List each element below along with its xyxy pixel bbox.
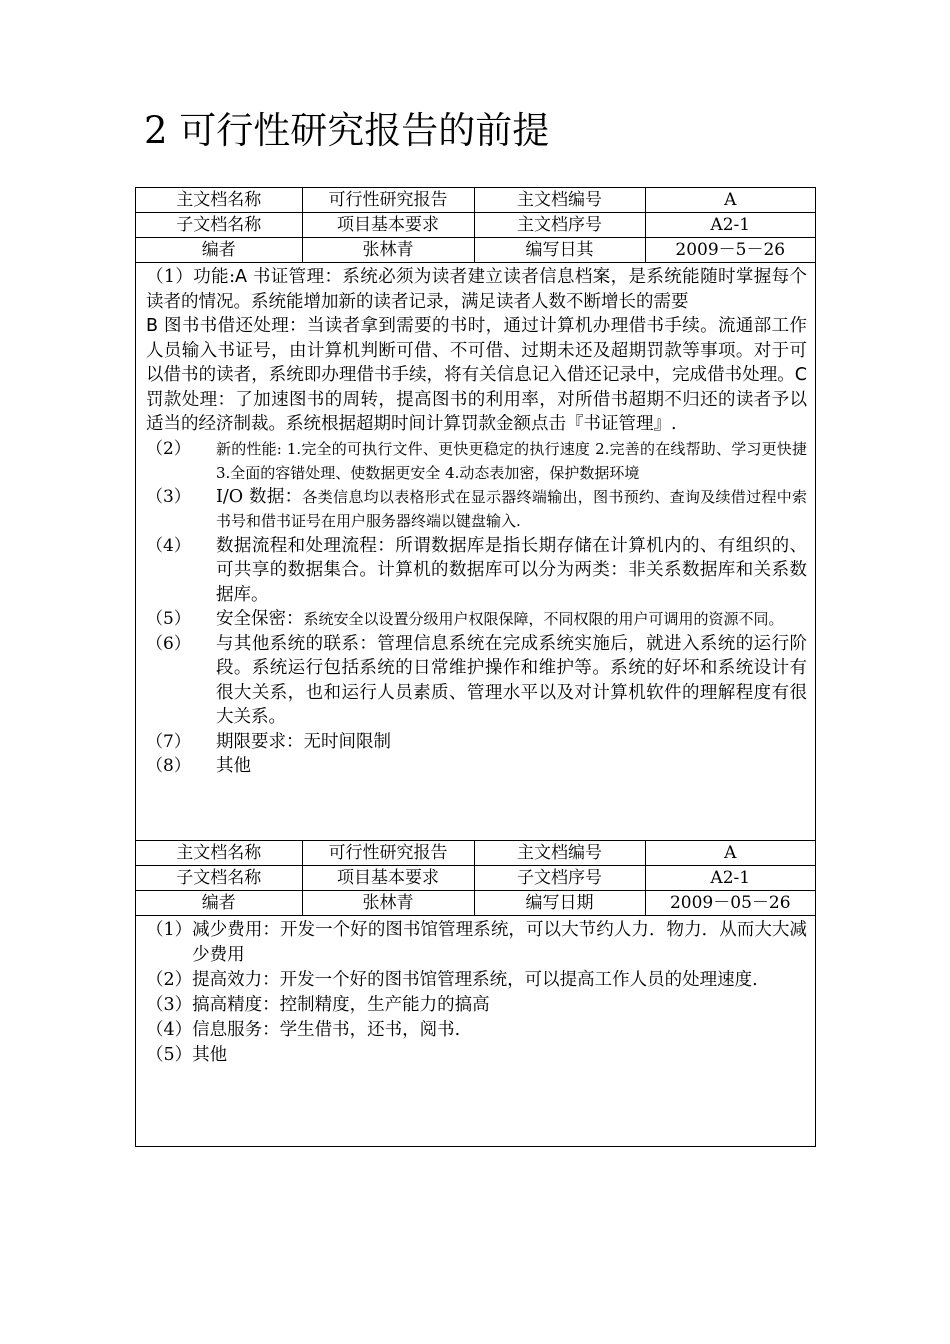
list-item: [146, 632, 807, 730]
table-cell: 编写日期: [474, 891, 645, 916]
sub-label: A: [234, 267, 247, 287]
table-row: [136, 188, 815, 213]
table-cell: 编者: [136, 891, 302, 916]
paragraph-text: 图书书借还处理：当读者拿到需要的书时，通过计算机办理借书手续。流通部工作人员输入书证号，由计算机判断可借、不可借、过期未还及超期罚款等事项。对于可以借书的读者，系统即办理借书手续，将有关信息记入借还记录中，完成借书处理。: [146, 316, 807, 385]
item-text: 系统安全以设置分级用户权限保障，不同权限的用户可调用的资源不同。: [303, 610, 784, 628]
table-cell: 主文档名称: [136, 188, 302, 213]
function-paragraph-2: [146, 314, 807, 437]
item-number: （4）: [146, 535, 191, 556]
table-cell: 子文档名称: [136, 213, 302, 238]
table-cell: 主文档编号: [474, 841, 645, 866]
item-number: （3）: [146, 995, 193, 1015]
item-text: 其他: [216, 756, 251, 776]
table-cell: A: [645, 188, 815, 213]
table-cell: 主文档序号: [474, 213, 645, 238]
document-frame: [135, 187, 816, 1147]
paragraph-text: 书证管理：系统必须为读者建立读者信息档案，是系统能随时掌握每个读者的情况。系统能增加新的读者记录，满足读者人数不断增长的需要: [146, 267, 808, 312]
item-text: 搞高精度：控制精度，生产能力的搞高: [192, 995, 490, 1015]
table-cell: A: [645, 841, 815, 866]
item-text: 与其他系统的联系：管理信息系统在完成系统实施后，就进入系统的运行阶段。系统运行包括系统的日常维护操作和维护等。系统的好坏和系统设计有很大关系，也和运行人员素质、管理水平以及对计算机软件的理解程度有很大关系。: [216, 633, 807, 727]
item-number: （3）: [146, 486, 191, 507]
item-text: 数据流程和处理流程：所谓数据库是指长期存储在计算机内的、有组织的、可共享的数据集合。计算机的数据库可以分为两类：非关系数据库和关系数据库。: [216, 535, 807, 605]
list-item: [146, 754, 807, 779]
item-number: （7）: [146, 731, 191, 752]
table-cell: A2-1: [645, 866, 815, 891]
table-cell: 编写日其: [474, 238, 645, 263]
item-number: （1）: [146, 920, 193, 940]
item-number: （2）: [146, 970, 193, 990]
table-cell: 项目基本要求: [302, 866, 474, 891]
item-number: （4）: [146, 1020, 193, 1040]
list-item: [146, 730, 807, 755]
list-item: [146, 968, 807, 993]
table-cell: 可行性研究报告: [302, 188, 474, 213]
sub-label: C: [794, 365, 807, 385]
function-paragraph-1: [146, 265, 807, 314]
list-item: [146, 993, 807, 1018]
table-cell: 张林青: [302, 238, 474, 263]
table-row: [136, 891, 815, 916]
item-number: （2）: [146, 438, 191, 459]
meta-table-2: [136, 840, 815, 916]
sub-label: B: [146, 316, 159, 336]
table-cell: 2009－05－26: [645, 891, 815, 916]
meta-table-1: [136, 188, 815, 263]
requirements-section: [136, 263, 815, 840]
item-lead: I/O 数据：: [216, 486, 303, 507]
list-item: [146, 1018, 807, 1043]
table-row: [136, 866, 815, 891]
table-cell: 项目基本要求: [302, 213, 474, 238]
table-row: [136, 213, 815, 238]
item-text: 各类信息均以表格形式在显示器终端输出，图书预约、查询及续借过程中索书号和借书证号在用户服务器终端以键盘输入.: [216, 487, 807, 530]
paragraph-text: 罚款处理：了加速图书的周转，提高图书的利用率，对所借书超期不归还的读者予以适当的经济制裁。系统根据超期时间计算罚款金额点击『书证管理』.: [146, 389, 807, 434]
item-text: 减少费用：开发一个好的图书馆管理系统，可以大节约人力．物力．从而大大减少费用: [192, 920, 807, 965]
list-item: [146, 437, 807, 485]
list-item: [146, 1043, 807, 1068]
item-lead: 安全保密：: [216, 609, 304, 629]
item-number: （1）功能:: [146, 267, 235, 287]
table-cell: A2-1: [645, 213, 815, 238]
item-text: 期限要求：无时间限制: [216, 731, 391, 752]
list-item: [146, 607, 807, 632]
benefits-section: [136, 916, 815, 1068]
item-text: 信息服务：学生借书，还书，阅书.: [192, 1020, 461, 1040]
table-row: [136, 841, 815, 866]
list-item: [146, 485, 807, 534]
table-cell: 子文档序号: [474, 866, 645, 891]
item-number: （5）: [146, 1045, 193, 1065]
item-number: （5）: [146, 609, 191, 629]
item-text: 提高效力：开发一个好的图书馆管理系统，可以提高工作人员的处理速度.: [192, 970, 758, 990]
item-number: （8）: [146, 756, 191, 776]
table-row: [136, 238, 815, 263]
table-cell: 张林青: [302, 891, 474, 916]
item-text: 其他: [192, 1045, 228, 1065]
table-cell: 2009－5－26: [645, 238, 815, 263]
item-text: 新的性能: 1.完全的可执行文件、更快更稳定的执行速度 2.完善的在线帮助、学习更快捷 3.全面的容错处理、使数据更安全 4.动态表加密，保护数据环境: [216, 439, 807, 482]
table-cell: 可行性研究报告: [302, 841, 474, 866]
table-cell: 编者: [136, 238, 302, 263]
page-title: 2 可行性研究报告的前提: [144, 109, 550, 152]
item-number: （6）: [146, 633, 191, 654]
list-item: [146, 918, 807, 968]
table-cell: 子文档名称: [136, 866, 302, 891]
table-cell: 主文档编号: [474, 188, 645, 213]
table-cell: 主文档名称: [136, 841, 302, 866]
list-item: [146, 534, 807, 608]
